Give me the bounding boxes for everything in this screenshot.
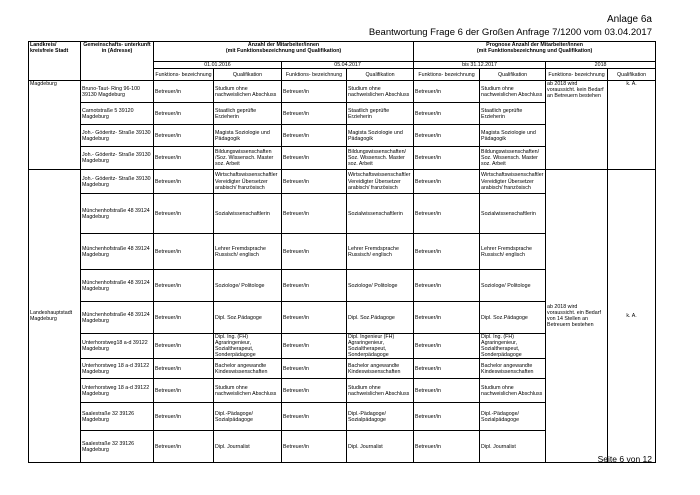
- funktion-cell: Betreuer/in: [414, 403, 480, 431]
- qualifikation-cell: Lehrer Fremdsprache Russisch/ englisch: [480, 234, 546, 270]
- qualifikation-cell: Magista Soziologie und Pädagogik: [480, 125, 546, 147]
- qualifikation-cell: Dipl. Ingenieur (FH) Agraringenieur, Sozialtherapeut, Sonderpädagoge: [347, 334, 414, 359]
- funktion-cell: Betreuer/in: [154, 302, 214, 334]
- subcol-qualifikation-4: Qualifikation: [608, 69, 656, 81]
- group-header-anzahl: [154, 42, 414, 62]
- qualifikation-cell: Staatlich geprüfte Erzieherin: [214, 103, 282, 125]
- funktion-cell: Betreuer/in: [414, 194, 480, 234]
- funktion-cell: Betreuer/in: [414, 147, 480, 170]
- qualifikation-cell: Sozialwissenschaftlerin: [214, 194, 282, 234]
- prognose-2018-cell: ab 2018 wird voraussicht. kein Bedarf an Betreuern bestehen: [546, 81, 608, 170]
- qualifikation-cell: Staatlich geprüfte Erzieherin: [480, 103, 546, 125]
- col-header-landkreis: Landkreis/ kreisfreie Stadt: [29, 42, 81, 81]
- funktion-cell: Betreuer/in: [282, 431, 347, 463]
- funktion-cell: Betreuer/in: [154, 147, 214, 170]
- funktion-cell: Betreuer/in: [154, 234, 214, 270]
- page-number: Seite 6 von 12: [597, 454, 652, 464]
- funktion-cell: Betreuer/in: [154, 359, 214, 379]
- header-row-groups: [29, 42, 656, 62]
- prognose-2018-cell: ab 2018 wird voraussicht. ein Bedarf von 14 Stellen an Betreuern bestehen: [546, 170, 608, 463]
- group-header-anzahl-sub: (mit Funktionsbezeichnung und Qualifikation): [225, 48, 342, 55]
- date-header-3: bis 31.12.2017: [414, 62, 546, 69]
- funktion-cell: Betreuer/in: [154, 334, 214, 359]
- qualifikation-cell: Dipl.-Pädagoge/ Sozialpädagoge: [347, 403, 414, 431]
- qualifikation-cell: Bildungswissenschaften/ Soz. Wissensch. Master soz. Arbeit: [480, 147, 546, 170]
- funktion-cell: Betreuer/in: [414, 270, 480, 302]
- qualifikation-cell: Sozialwissenschaftlerin: [347, 194, 414, 234]
- address-cell: Carnotstraße 5 39120 Magdeburg: [81, 103, 154, 125]
- funktion-cell: Betreuer/in: [414, 81, 480, 103]
- funktion-cell: Betreuer/in: [414, 170, 480, 194]
- qualifikation-cell: Magista Soziologie und Pädagogik: [214, 125, 282, 147]
- qualifikation-cell: Wirtschaftswissenschaftler Vereidigter Übersetzer arabisch/ französisch: [347, 170, 414, 194]
- address-cell: Unterhorstweg 18 a-d 39122 Magdeburg: [81, 379, 154, 403]
- qualifikation-cell: Dipl. Ing. (FH) Agraringenieur, Sozialtherapeut, Sonderpädagoge: [480, 334, 546, 359]
- subcol-funktion-2: Funktions- bezeichnung: [282, 69, 347, 81]
- group-header-anzahl-title: Anzahl der Mitarbeiter/innen: [247, 42, 320, 48]
- qualifikation-cell: Dipl. Journalist: [347, 431, 414, 463]
- funktion-cell: Betreuer/in: [282, 359, 347, 379]
- address-cell: Münchenhofstraße 48 39124 Magdeburg: [81, 302, 154, 334]
- qualifikation-cell: Bildungswissenschaften/ Soz. Wissensch. Master soz. Arbeit: [347, 147, 414, 170]
- group-header-prognose-sub: (mit Funktionsbezeichnung und Qualifikation): [476, 48, 593, 55]
- funktion-cell: Betreuer/in: [414, 125, 480, 147]
- funktion-cell: Betreuer/in: [154, 170, 214, 194]
- funktion-cell: Betreuer/in: [282, 125, 347, 147]
- qualifikation-cell: Bildungswissenschaften /Soz. Wissensch. Master soz. Arbeit: [214, 147, 282, 170]
- region-cell: Landeshauptstadt Magdeburg: [29, 170, 81, 463]
- qualifikation-cell: Studium ohne nachweislichen Abschluss: [480, 379, 546, 403]
- date-header-2: 05.04.2017: [282, 62, 414, 69]
- address-cell: Unterhorstweg 18 a-d 39122 Magdeburg: [81, 359, 154, 379]
- funktion-cell: Betreuer/in: [414, 359, 480, 379]
- qualifikation-cell: Magista Soziologie und Pädagogik: [347, 125, 414, 147]
- funktion-cell: Betreuer/in: [282, 379, 347, 403]
- subcol-funktion-1: Funktions- bezeichnung: [154, 69, 214, 81]
- funktion-cell: Betreuer/in: [414, 379, 480, 403]
- address-cell: Münchenhofstraße 48 39124 Magdeburg: [81, 270, 154, 302]
- staff-table: [28, 41, 656, 463]
- prognose-2018-qual-cell: k. A.: [608, 81, 656, 170]
- qualifikation-cell: Dipl. Journalist: [480, 431, 546, 463]
- annex-label: Anlage 6a: [606, 14, 652, 25]
- qualifikation-cell: Dipl. Soz.Pädagoge: [214, 302, 282, 334]
- qualifikation-cell: Staatlich geprüfte Erzieherin: [347, 103, 414, 125]
- funktion-cell: Betreuer/in: [282, 81, 347, 103]
- subcol-funktion-4: Funktions- bezeichnung: [546, 69, 608, 81]
- subcol-funktion-3: Funktions- bezeichnung: [414, 69, 480, 81]
- date-header-1: 01.01.2016: [154, 62, 282, 69]
- funktion-cell: Betreuer/in: [154, 403, 214, 431]
- qualifikation-cell: Studium ohne nachweislichen Abschluss: [347, 379, 414, 403]
- qualifikation-cell: Lehrer Fremdsprache Russisch/ englisch: [347, 234, 414, 270]
- funktion-cell: Betreuer/in: [282, 334, 347, 359]
- funktion-cell: Betreuer/in: [282, 234, 347, 270]
- group-header-prognose: [414, 42, 656, 62]
- address-cell: Joh.- Göderitz- Straße 39130 Magdeburg: [81, 147, 154, 170]
- qualifikation-cell: Wirtschaftswissenschaftler Vereidigter Übersetzer arabisch/ französisch: [480, 170, 546, 194]
- funktion-cell: Betreuer/in: [414, 103, 480, 125]
- funktion-cell: Betreuer/in: [154, 125, 214, 147]
- funktion-cell: Betreuer/in: [414, 334, 480, 359]
- funktion-cell: Betreuer/in: [414, 234, 480, 270]
- qualifikation-cell: Wirtschaftswissenschaftler Vereidigter Übersetzer arabisch/ französisch: [214, 170, 282, 194]
- funktion-cell: Betreuer/in: [154, 431, 214, 463]
- funktion-cell: Betreuer/in: [282, 147, 347, 170]
- col-header-unterkunft: Gemeinschafts- unterkunft in (Adresse): [81, 42, 154, 81]
- funktion-cell: Betreuer/in: [282, 170, 347, 194]
- funktion-cell: Betreuer/in: [154, 81, 214, 103]
- qualifikation-cell: Studium ohne nachweislichen Abschluss: [214, 379, 282, 403]
- qualifikation-cell: Dipl. Ing. (FH) Agraringenieur, Sozialtherapeut, Sonderpädagoge: [214, 334, 282, 359]
- address-cell: Saalestraße 32 39126 Magdeburg: [81, 431, 154, 463]
- group-header-prognose-title: Prognose Anzahl der Mitarbeiter/innen: [486, 42, 584, 48]
- qualifikation-cell: Studium ohne nachweislichen Abschluss: [480, 81, 546, 103]
- qualifikation-cell: Studium ohne nachweislichen Abschluss: [214, 81, 282, 103]
- address-cell: Joh.- Göderitz- Straße 39130 Magdeburg: [81, 125, 154, 147]
- funktion-cell: Betreuer/in: [282, 270, 347, 302]
- funktion-cell: Betreuer/in: [282, 194, 347, 234]
- address-cell: Saalestraße 32 39126 Magdeburg: [81, 403, 154, 431]
- qualifikation-cell: Dipl. Journalist: [214, 431, 282, 463]
- funktion-cell: Betreuer/in: [414, 431, 480, 463]
- qualifikation-cell: Lehrer Fremdsprache Russisch/ englisch: [214, 234, 282, 270]
- qualifikation-cell: Bachelor angewandte Kindeswissenschaften: [214, 359, 282, 379]
- qualifikation-cell: Bachelor angewandte Kindeswissenschaften: [347, 359, 414, 379]
- qualifikation-cell: Soziologe/ Politologe: [347, 270, 414, 302]
- address-cell: Münchenhofstraße 48 39124 Magdeburg: [81, 234, 154, 270]
- qualifikation-cell: Dipl. Soz.Pädagoge: [480, 302, 546, 334]
- qualifikation-cell: Dipl.-Pädagoge/ Sozialpädagoge: [214, 403, 282, 431]
- table-row: [29, 81, 656, 103]
- funktion-cell: Betreuer/in: [282, 302, 347, 334]
- address-cell: Joh.- Göderitz- Straße 39130 Magdeburg: [81, 170, 154, 194]
- address-cell: Bruno-Taut- Ring 96-100 39130 Magdeburg: [81, 81, 154, 103]
- subcol-qualifikation-2: Qualifikation: [347, 69, 414, 81]
- subcol-qualifikation-1: Qualifikation: [214, 69, 282, 81]
- table-row: [29, 170, 656, 194]
- date-header-4: 2018: [546, 62, 656, 69]
- funktion-cell: Betreuer/in: [282, 103, 347, 125]
- subcol-qualifikation-3: Qualifikation: [480, 69, 546, 81]
- qualifikation-cell: Sozialwissenschaftlerin: [480, 194, 546, 234]
- funktion-cell: Betreuer/in: [414, 302, 480, 334]
- qualifikation-cell: Dipl.-Pädagoge/ Sozialpädagoge: [480, 403, 546, 431]
- funktion-cell: Betreuer/in: [154, 194, 214, 234]
- funktion-cell: Betreuer/in: [154, 379, 214, 403]
- qualifikation-cell: Studium ohne nachweislichen Abschluss: [347, 81, 414, 103]
- qualifikation-cell: Bachelor angewandte Kindeswissenschaften: [480, 359, 546, 379]
- region-cell: Magdeburg: [29, 81, 81, 170]
- funktion-cell: Betreuer/in: [154, 103, 214, 125]
- qualifikation-cell: Dipl. Soz.Pädagoge: [347, 302, 414, 334]
- document-subtitle: Beantwortung Frage 6 der Großen Anfrage 7/1200 vom 03.04.2017: [368, 27, 652, 38]
- qualifikation-cell: Soziologe/ Politologe: [214, 270, 282, 302]
- address-cell: Unterhorstweg18 a-d 39122 Magdeburg: [81, 334, 154, 359]
- qualifikation-cell: Soziologe/ Politologe: [480, 270, 546, 302]
- funktion-cell: Betreuer/in: [154, 270, 214, 302]
- prognose-2018-qual-cell: k. A.: [608, 170, 656, 463]
- funktion-cell: Betreuer/in: [282, 403, 347, 431]
- address-cell: Münchenhofstraße 48 39124 Magdeburg: [81, 194, 154, 234]
